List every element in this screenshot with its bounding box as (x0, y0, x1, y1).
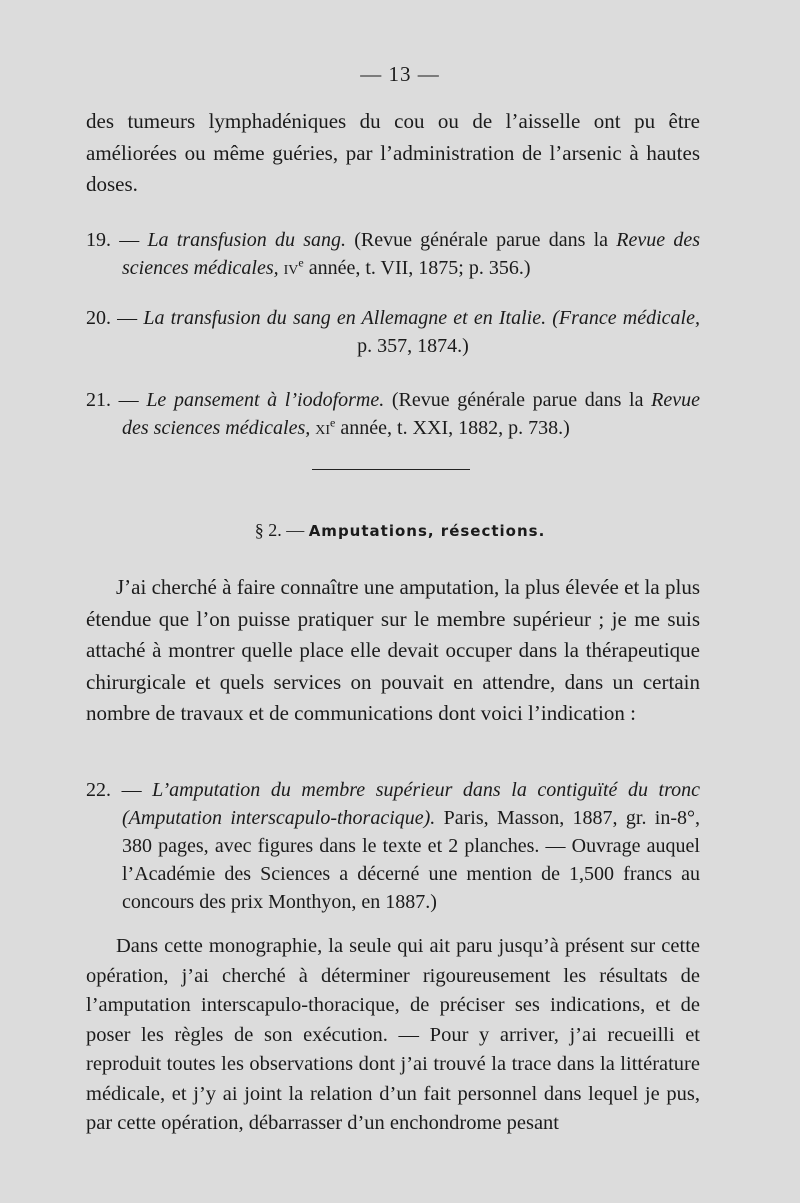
entry-text: (Revue générale parue dans la (346, 229, 617, 251)
intro-paragraph: des tumeurs lymphadéniques du cou ou de l’aisselle ont pu être améliorées ou même guéries, par l’administration de l’arsenic à hautes doses. (86, 109, 700, 196)
entry-volume: iv (283, 257, 299, 279)
entry-source: (France médicale, (546, 307, 700, 329)
entry-text-end: année, t. VII, 1875; p. 356.) (303, 257, 531, 279)
bibliography-entry-22 (86, 776, 700, 916)
paragraph-3: Dans cette monographie, la seule qui ait paru jusqu’à présent sur cette opération, j’ai cherché à déterminer rigoureusement les résultats de l’amputation interscapulo-thoracique, de préciser ses indications, et de poser les règles de son exécution. — Pour y arriver, j’ai recueilli et reproduit toutes les observations dont j’ai trouvé la trace dans la littérature médicale, et j’y ai joint la relation d’un fait personnel dans lequel je pus, par cette opération, débarrasser d’un enchondrome pesant (86, 935, 700, 1134)
section-number: § 2. — (254, 520, 309, 540)
entry-title: L’amputation du membre supérieur dans la contiguïté du tronc (Amputation interscapulo-thoracique). (122, 779, 700, 829)
entry-dash: — (111, 389, 147, 411)
entry-title: La transfusion du sang en Allemagne et en Italie. (143, 307, 547, 329)
entry-text: Paris, Masson, 1887, gr. in-8°, 380 pages, avec figures dans le texte et 2 planches. — Ouvrage auquel l’Académie des Sciences a décerné une mention de 1,500 francs au concours des prix Monthyon, en 1887.) (122, 807, 701, 913)
entry-text-end: année, t. XXI, 1882, p. 738.) (335, 417, 570, 439)
bibliography-entry-19 (86, 226, 700, 282)
entry-volume: xi (315, 417, 331, 439)
section-divider (312, 469, 470, 470)
entry-volume-sup: e (330, 415, 336, 430)
entry-text: (Revue générale parue dans la (384, 389, 652, 411)
section-title: Amputations, résections. (308, 522, 546, 540)
entry-volume-sup: e (298, 255, 304, 270)
entry-number: 20. (86, 307, 111, 329)
page-number: — 13 — (360, 62, 440, 86)
paragraph-2: J’ai cherché à faire connaître une amputation, la plus élevée et la plus étendue que l’on puisse pratiquer sur le membre supérieur ; je me suis attaché à montrer quelle place elle devait occuper dans la thérapeutique chirurgicale et quels services on pouvait en attendre, dans un certain nombre de travaux et de communications dont voici l’indication : (86, 575, 700, 725)
entry-tail: p. 357, 1874.) (357, 335, 469, 357)
section-heading (0, 520, 800, 541)
entry-number: 22. (86, 779, 111, 801)
entry-number: 21. (86, 389, 111, 411)
entry-title: Le pansement à l’iodoforme. (146, 389, 385, 411)
bibliography-entry-21 (86, 386, 700, 442)
entry-journal: Revue des sciences médicales, (122, 389, 700, 439)
entry-dash: — (111, 307, 144, 329)
entry-title: La transfusion du sang. (147, 229, 346, 251)
entry-journal: Revue des sciences médicales, (122, 229, 700, 279)
entry-number: 19. (86, 229, 111, 251)
bibliography-entry-20 (86, 304, 700, 360)
entry-dash: — (111, 779, 153, 801)
entry-dash: — (111, 229, 148, 251)
